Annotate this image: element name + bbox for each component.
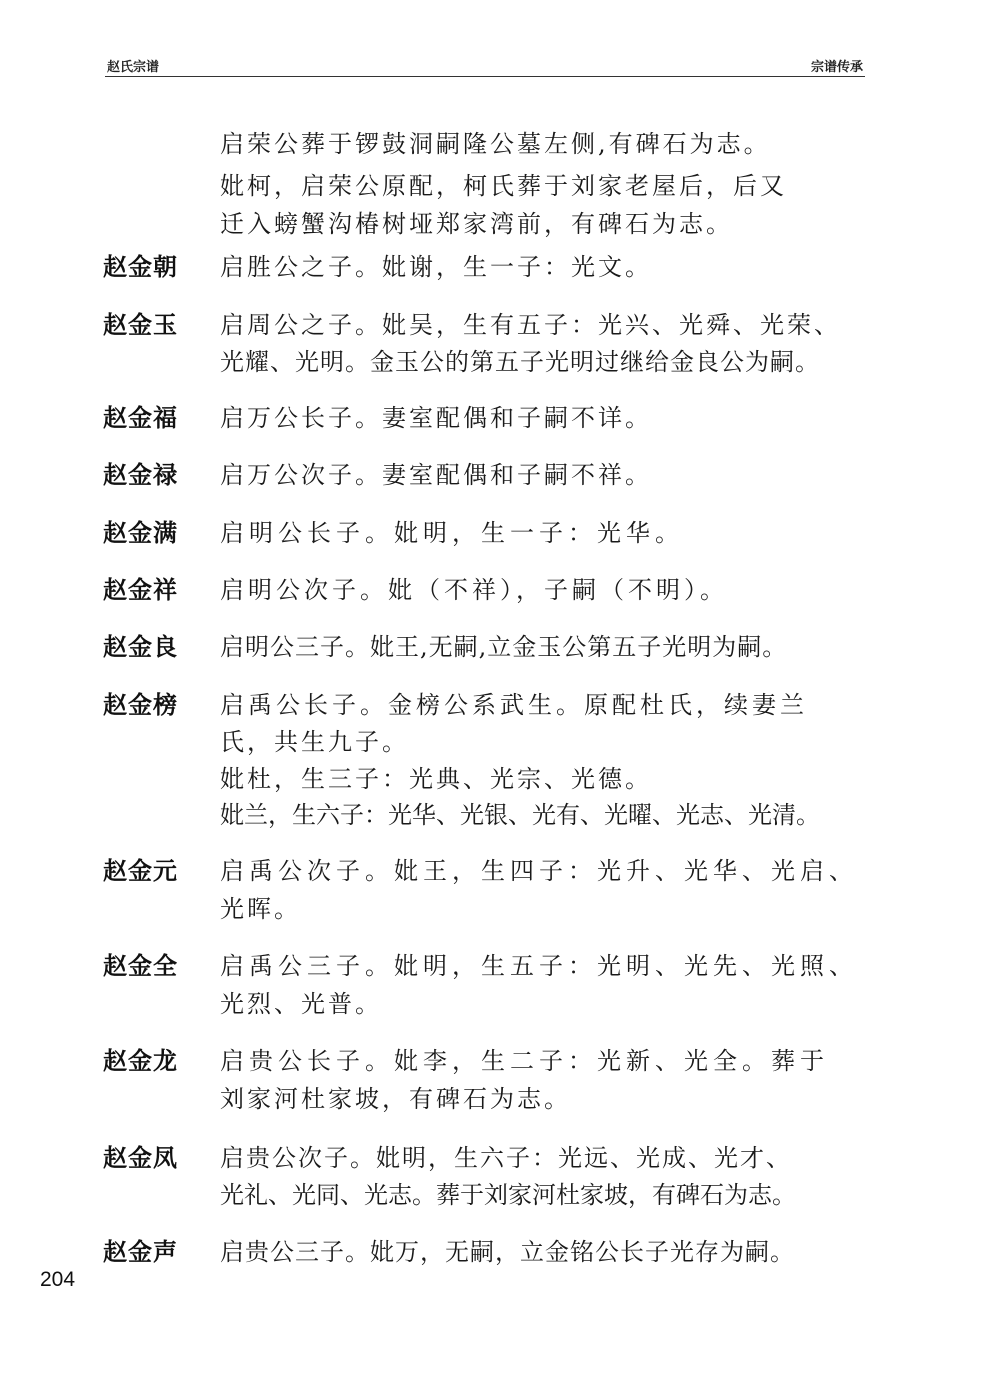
entry-text: 启万公长子。妻室配偶和子嗣不详。 [220, 404, 652, 432]
entry-text: 妣兰，生六子：光华、光银、光有、光曜、光志、光清。 [220, 801, 820, 829]
entry-text: 启明公长子。妣明，生一子：光华。 [220, 519, 684, 547]
entry-text: 启万公次子。妻室配偶和子嗣不祥。 [220, 461, 652, 489]
entry-name: 赵金朝 [103, 253, 178, 281]
header-section-title: 宗谱传承 [810, 60, 863, 75]
intro-line: 启荣公葬于锣鼓洞嗣隆公墓左侧,有碑石为志。 [220, 130, 771, 158]
entry-text: 刘家河杜家坡，有碑石为志。 [220, 1085, 571, 1113]
entry-name: 赵金榜 [103, 691, 178, 719]
entry-text: 妣杜，生三子：光典、光宗、光德。 [220, 765, 652, 793]
entry-name: 赵金福 [103, 404, 178, 432]
entry-name: 赵金满 [103, 519, 178, 547]
entry-name: 赵金龙 [103, 1047, 178, 1075]
entry-text: 启贵公次子。妣明，生六子：光远、光成、光才、 [220, 1144, 792, 1172]
entry-text: 启明公三子。妣王,无嗣,立金玉公第五子光明为嗣。 [220, 633, 788, 661]
entry-name: 赵金全 [103, 952, 178, 980]
entry-text: 氏，共生九子。 [220, 728, 409, 756]
entry-text: 光礼、光同、光志。葬于刘家河杜家坡，有碑石为志。 [220, 1181, 796, 1209]
entry-name: 赵金凤 [103, 1144, 178, 1172]
page-number: 204 [40, 1268, 76, 1291]
entry-text: 启禹公长子。金榜公系武生。原配杜氏，续妻兰 [220, 691, 808, 719]
header-book-title: 赵氏宗谱 [107, 60, 160, 75]
entry-name: 赵金声 [103, 1238, 178, 1266]
entry-text: 启贵公长子。妣李，生二子：光新、光全。葬于 [220, 1047, 829, 1075]
entry-text: 启贵公三子。妣万，无嗣，立金铭公长子光存为嗣。 [220, 1238, 795, 1266]
entry-name: 赵金良 [103, 633, 178, 661]
entry-text: 启胜公之子。妣谢，生一子：光文。 [220, 253, 652, 281]
entry-name: 赵金元 [103, 857, 178, 885]
entry-text: 启周公之子。妣吴，生有五子：光兴、光舜、光荣、 [220, 311, 841, 339]
entry-text: 启禹公三子。妣明，生五子：光明、光先、光照、 [220, 952, 858, 980]
entry-name: 赵金祥 [103, 576, 178, 604]
entry-text: 光耀、光明。金玉公的第五子光明过继给金良公为嗣。 [220, 348, 820, 376]
entry-text: 光晖。 [220, 895, 301, 923]
entry-name: 赵金禄 [103, 461, 178, 489]
intro-line: 妣柯，启荣公原配，柯氏葬于刘家老屋后，后又 [220, 172, 787, 200]
entry-text: 启禹公次子。妣王，生四子：光升、光华、光启、 [220, 857, 858, 885]
intro-line: 迁入螃蟹沟椿树垭郑家湾前，有碑石为志。 [220, 210, 733, 238]
entry-text: 光烈、光普。 [220, 990, 382, 1018]
entry-text: 启明公次子。妣（不祥），子嗣（不明）。 [220, 576, 728, 604]
running-header [105, 56, 865, 77]
entry-name: 赵金玉 [103, 311, 178, 339]
